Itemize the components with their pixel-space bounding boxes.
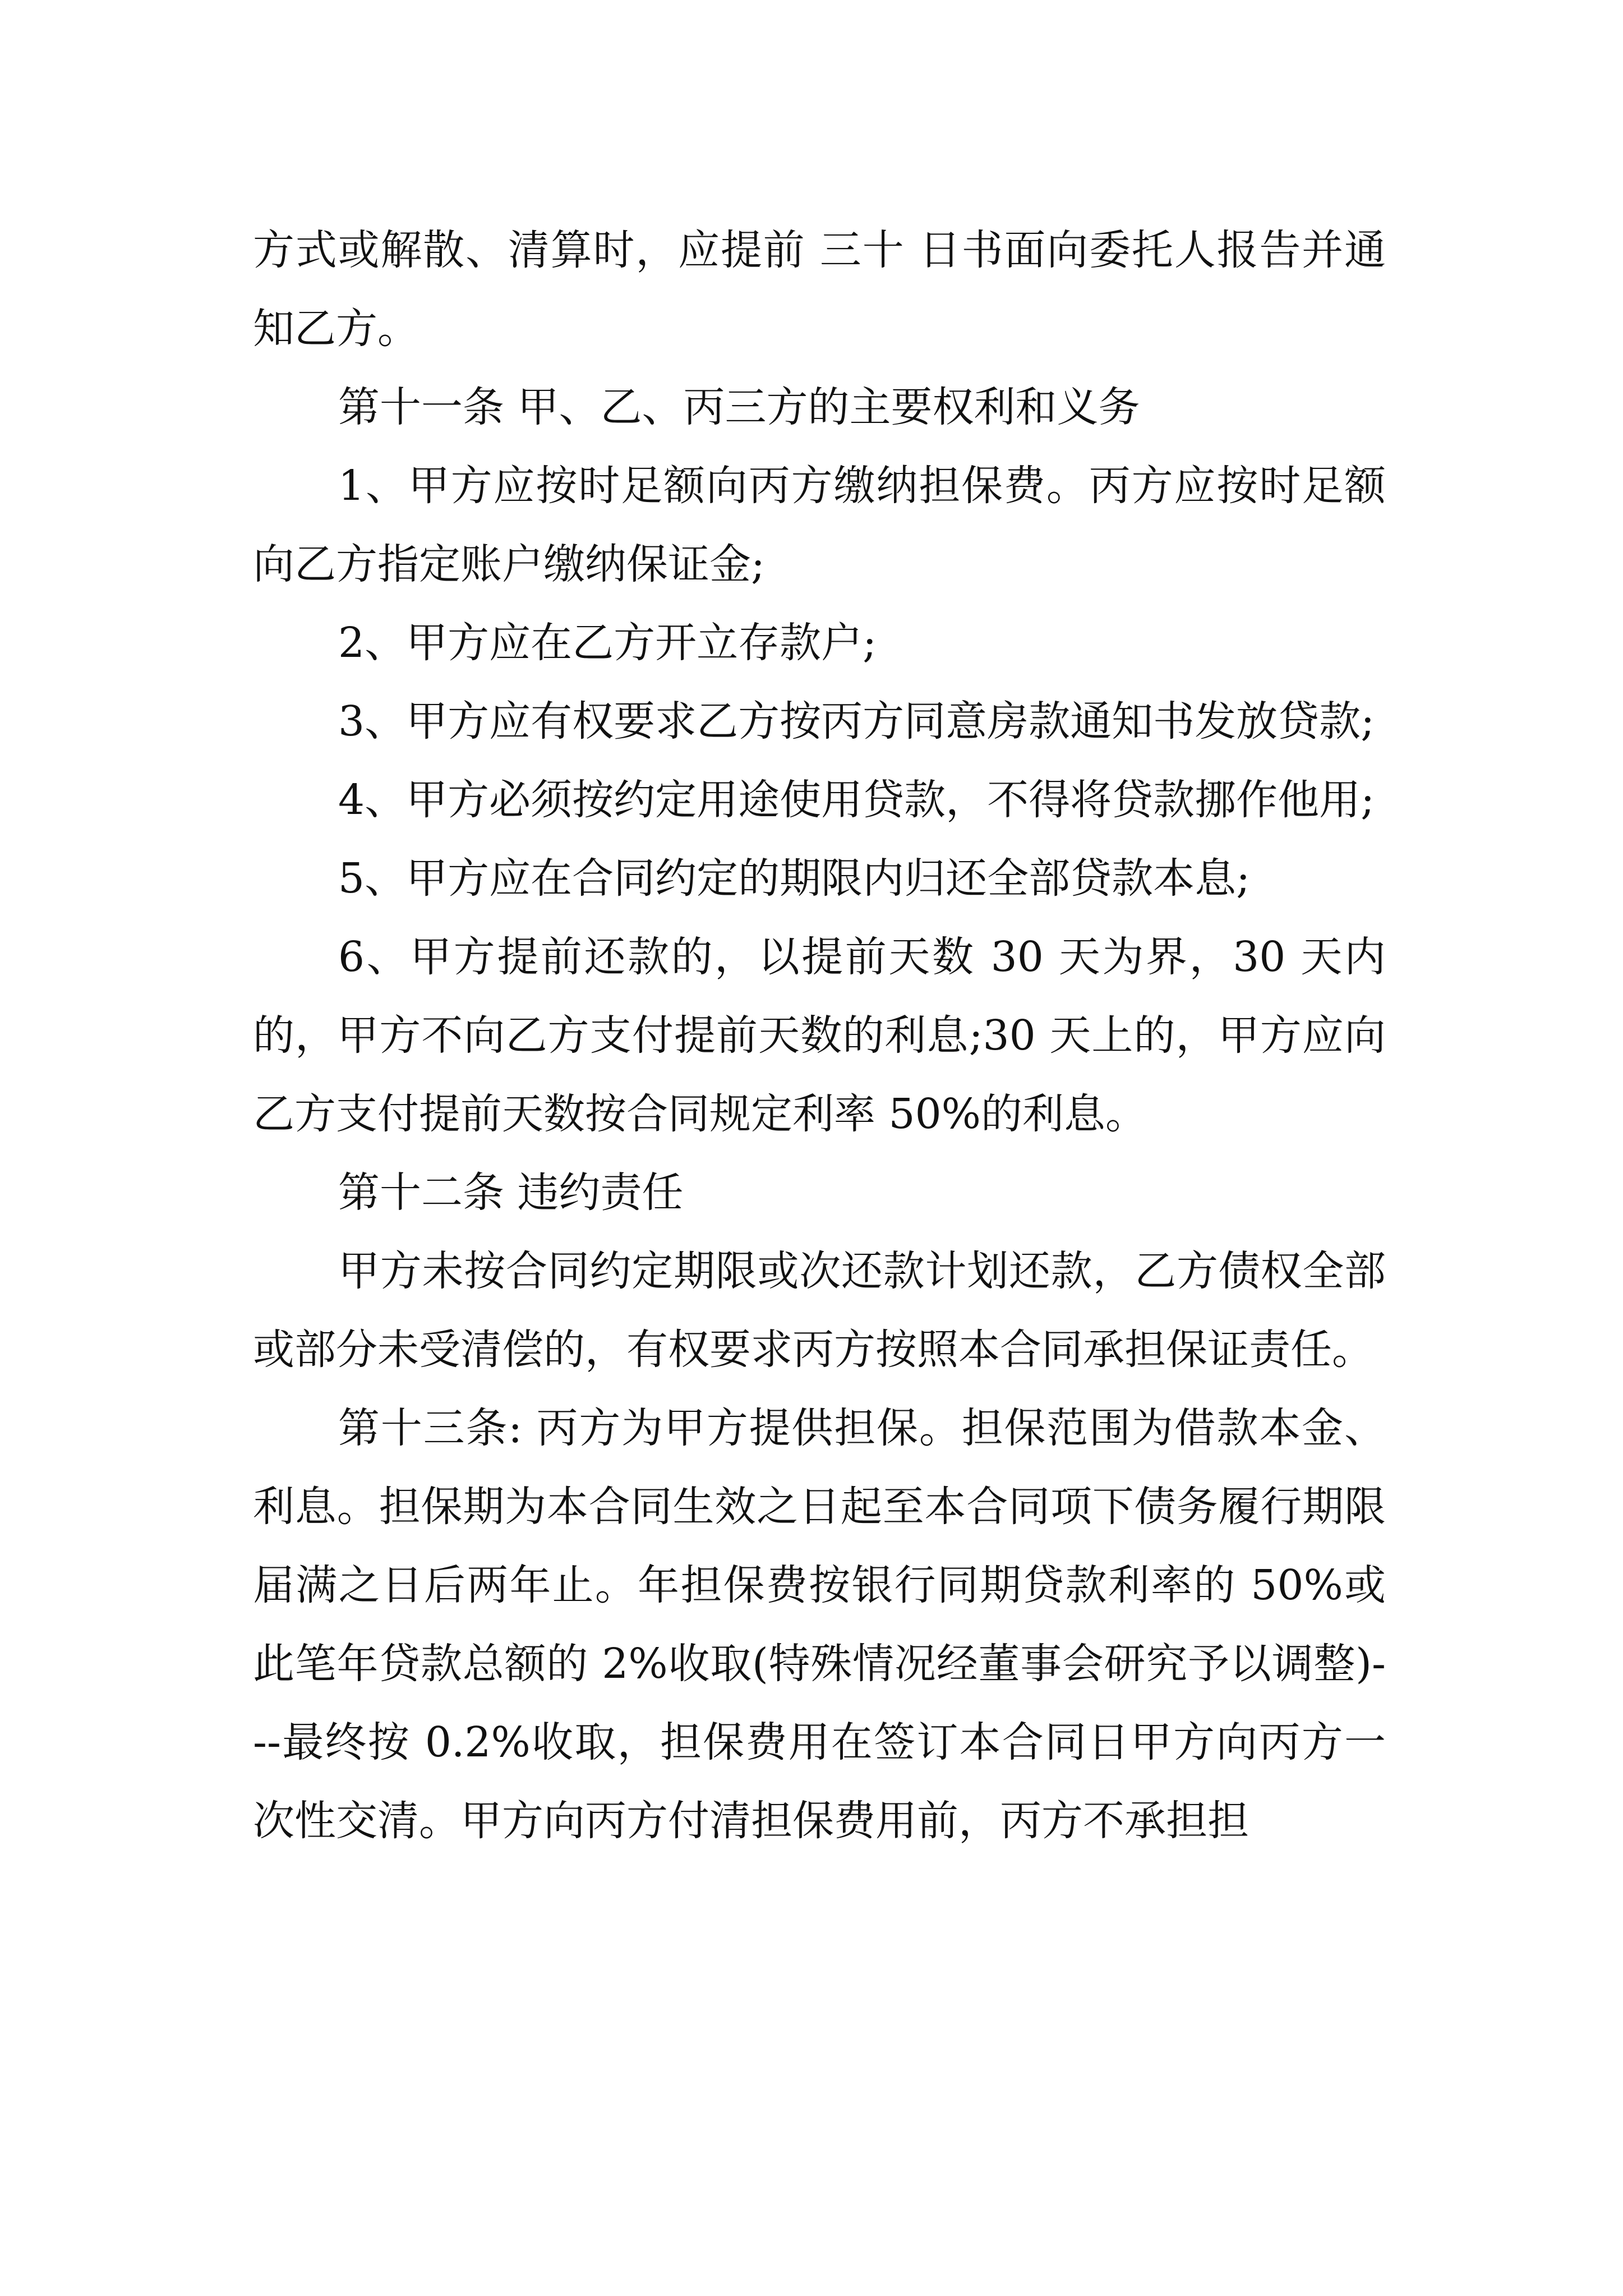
article-12-heading: 第十二条 违约责任 <box>338 1168 684 1217</box>
paragraph-continuation: 方式或解散、清算时，应提前 三十 日书面向委托人报告并通知乙方。 <box>253 226 1386 353</box>
article-11-heading: 第十一条 甲、乙、丙三方的主要权利和义务 <box>338 383 1140 431</box>
document-body <box>253 211 1386 1860</box>
clause-5: 5、甲方应在合同约定的期限内归还全部贷款本息; <box>338 854 1251 903</box>
clause-4: 4、甲方必须按约定用途使用贷款，不得将贷款挪作他用; <box>338 776 1375 824</box>
article-12-body: 甲方未按合同约定期限或次还款计划还款，乙方债权全部或部分未受清偿的，有权要求丙方按照本合同承担保证责任。 <box>253 1247 1386 1374</box>
clause-3: 3、甲方应有权要求乙方按丙方同意房款通知书发放贷款; <box>338 697 1375 746</box>
clause-1: 1、甲方应按时足额向丙方缴纳担保费。丙方应按时足额向乙方指定账户缴纳保证金; <box>253 462 1386 588</box>
clause-6: 6、甲方提前还款的，以提前天数 30 天为界，30 天内的，甲方不向乙方支付提前天数的利息;30 天上的，甲方应向乙方支付提前天数按合同规定利率 50%的利息。 <box>253 933 1386 1138</box>
article-13-body: 第十三条: 丙方为甲方提供担保。担保范围为借款本金、利息。担保期为本合同生效之日起至本合同项下债务履行期限届满之日后两年止。年担保费按银行同期贷款利率的 50%或此笔年贷款总额的 2%收取(特殊情况经董事会研究予以调整)---最终按 0.2%收取，担保费用在签订本合同日甲方向丙方一次性交清。甲方向丙方付清担保费用前，丙方不承担担 <box>253 1404 1386 1845</box>
clause-2: 2、甲方应在乙方开立存款户; <box>338 619 877 667</box>
